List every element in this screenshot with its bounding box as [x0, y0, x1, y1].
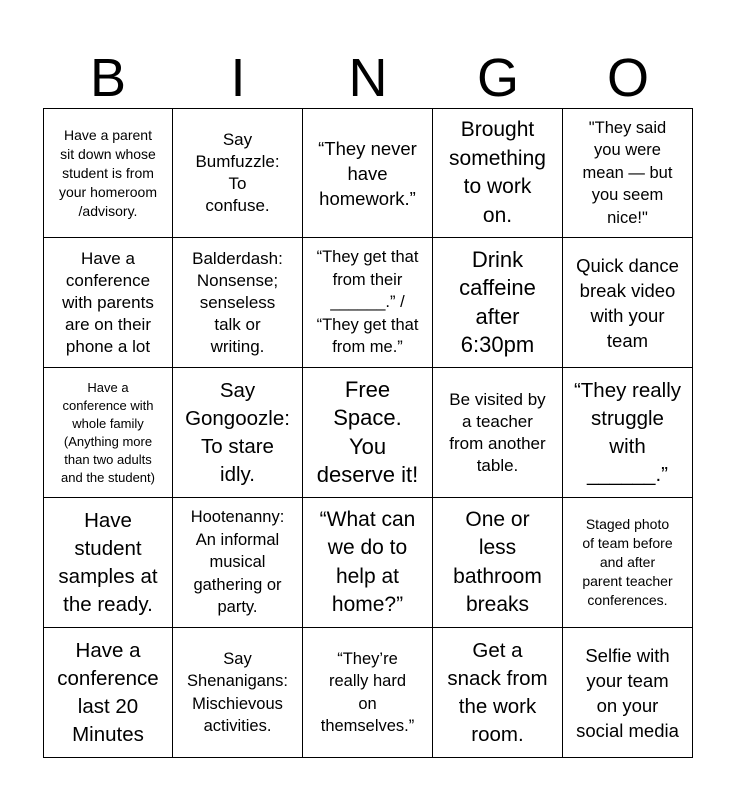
bingo-board — [43, 108, 693, 757]
bingo-cell[interactable]: Say Gongoozle: To stare idly. — [173, 368, 303, 498]
bingo-cell[interactable]: One or less bathroom breaks — [433, 498, 563, 628]
bingo-cell[interactable]: Say Shenanigans: Mischievous activities. — [173, 628, 303, 758]
bingo-cell[interactable]: Hootenanny: An informal musical gathering or party. — [173, 498, 303, 628]
bingo-cell[interactable]: “They really struggle with ______.” — [563, 368, 693, 498]
bingo-cell[interactable]: “They get that from their ______.” / “They get that from me.” — [303, 238, 433, 368]
bingo-cell[interactable]: Staged photo of team before and after parent teacher conferences. — [563, 498, 693, 628]
header-letter-b: B — [89, 48, 127, 108]
bingo-cell[interactable]: “What can we do to help at home?” — [303, 498, 433, 628]
header-letter-i: I — [230, 48, 246, 108]
bingo-cell[interactable]: Drink caffeine after 6:30pm — [433, 238, 563, 368]
header-letter-n: N — [348, 48, 388, 108]
header-letter-g: G — [476, 48, 519, 108]
bingo-cell[interactable]: Say Bumfuzzle: To confuse. — [173, 108, 303, 238]
bingo-cell[interactable]: Selfie with your team on your social media — [563, 628, 693, 758]
free-space-cell[interactable]: Free Space. You deserve it! — [303, 368, 433, 498]
bingo-cell[interactable]: Have a conference last 20 Minutes — [43, 628, 173, 758]
bingo-cell[interactable]: Have a conference with parents are on their phone a lot — [43, 238, 173, 368]
bingo-cell[interactable]: “They’re really hard on themselves.” — [303, 628, 433, 758]
header-letter-o: O — [606, 48, 649, 108]
bingo-cell[interactable]: Be visited by a teacher from another table. — [433, 368, 563, 498]
bingo-cell[interactable]: Brought something to work on. — [433, 108, 563, 238]
bingo-cell[interactable]: Have student samples at the ready. — [43, 498, 173, 628]
bingo-header — [43, 42, 693, 108]
bingo-cell[interactable]: Have a conference with whole family (Anything more than two adults and the student) — [43, 368, 173, 498]
bingo-cell[interactable]: Have a parent sit down whose student is from your homeroom /advisory. — [43, 108, 173, 238]
bingo-cell[interactable]: Get a snack from the work room. — [433, 628, 563, 758]
bingo-cell[interactable]: “They never have homework.” — [303, 108, 433, 238]
bingo-cell[interactable]: Quick dance break video with your team — [563, 238, 693, 368]
bingo-cell[interactable]: Balderdash: Nonsense; senseless talk or writing. — [173, 238, 303, 368]
bingo-cell[interactable]: "They said you were mean — but you seem nice!" — [563, 108, 693, 238]
